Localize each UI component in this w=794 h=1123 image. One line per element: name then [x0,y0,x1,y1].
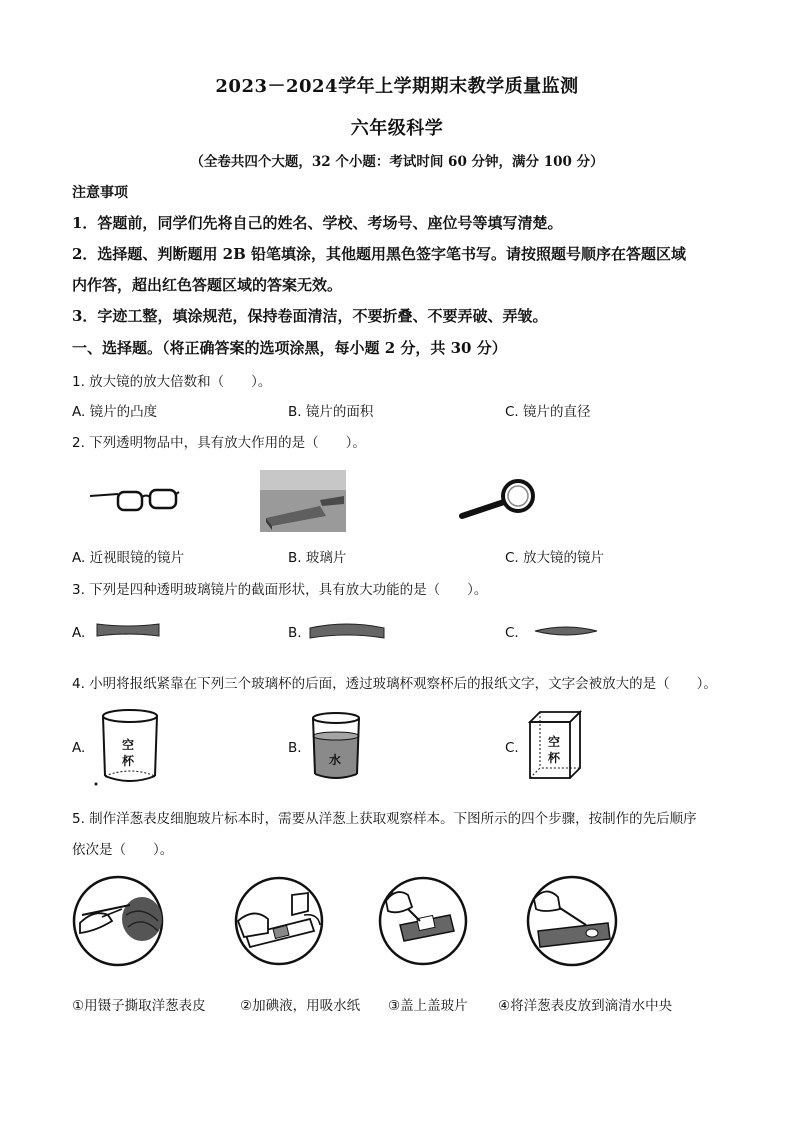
water-cup-b [311,712,361,782]
question-stem: 1. 放大镜的放大倍数和（ ）。 [72,374,272,390]
option-c: C. [505,740,519,756]
option-c: C. 放大镜的镜片 [505,550,605,566]
notice-item: 2．选择题、判断题用 2B 铅笔填涂，其他题用黑色签字笔书写。请按照题号顺序在答题区域 [72,245,687,263]
question-stem: 4. 小明将报纸紧靠在下列三个玻璃杯的后面，透过玻璃杯观察杯后的报纸文字，文字会被放大的是（ ）。 [72,676,717,692]
glasses-image [88,484,180,518]
cup-label: 杯 [548,751,561,765]
question-stem: 3. 下列是四种透明玻璃镜片的截面形状，具有放大功能的是（ ）。 [72,582,488,598]
option-c: C. 镜片的直径 [505,404,591,420]
step3-cover-slip-image [378,875,468,967]
notice-item: 内作答，超出红色答题区域的答案无效。 [72,276,343,294]
cup-label: 空 [122,738,135,752]
question-stem: 2. 下列透明物品中，具有放大作用的是（ ）。 [72,435,366,451]
glass-plate-image [260,470,346,532]
option-a: A. [72,740,86,756]
notice-item: 1．答题前，同学们先将自己的姓名、学校、考场号、座位号等填写清楚。 [72,214,563,232]
notice-heading: 注意事项 [72,185,128,201]
page-title: 2023－2024学年上学期期末教学质量监测 [215,76,579,97]
option-a: A. [72,625,86,641]
cup-label: 空 [548,735,561,749]
meniscus-lens-b [309,622,385,640]
step-caption: ③盖上盖玻片 [388,998,468,1014]
page-subtitle: 六年级科学 [350,118,444,139]
option-a: A. 镜片的凸度 [72,404,158,420]
section-heading: 一、选择题。（将正确答案的选项涂黑，每小题 2 分，共 30 分） [72,339,507,357]
convex-lens-c [534,624,598,638]
option-b: B. 镜片的面积 [288,404,374,420]
step-caption: ①用镊子撕取洋葱表皮 [72,998,206,1014]
notice-item: 3．字迹工整，填涂规范，保持卷面清洁，不要折叠、不要弄破、弄皱。 [72,307,548,325]
option-b: B. 玻璃片 [288,550,347,566]
step1-peel-onion-image [72,875,164,967]
exam-info: （全卷共四个大题，32 个小题：考试时间 60 分钟，满分 100 分） [190,154,604,170]
option-b: B. [288,740,302,756]
step-caption: ②加碘液，用吸水纸 [240,998,361,1014]
option-a: A. 近视眼镜的镜片 [72,550,185,566]
cup-label: 杯 [122,754,135,768]
step2-iodine-image [234,875,324,967]
cup-label: 水 [329,753,342,767]
option-b: B. [288,625,302,641]
concave-lens-a [96,622,160,638]
question-stem-cont: 依次是（ ）。 [72,842,174,858]
step4-place-onion-image [526,875,618,967]
question-stem: 5. 制作洋葱表皮细胞玻片标本时，需要从洋葱上获取观察样本。下图所示的四个步骤，按制作的先后顺序 [72,811,697,827]
step-caption: ④将洋葱表皮放到滴清水中央 [498,998,673,1014]
option-c: C. [505,625,519,641]
magnifier-image [458,478,540,522]
